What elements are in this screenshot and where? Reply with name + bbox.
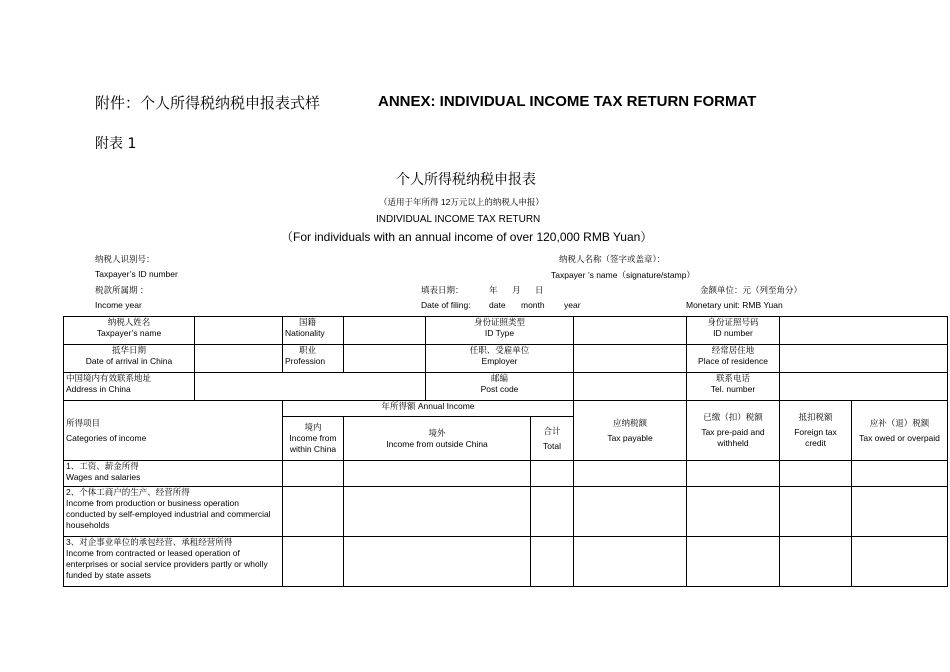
monetary-unit-cn: 金额单位：元（列至角分） xyxy=(700,285,803,295)
employer-field[interactable] xyxy=(574,345,687,373)
annual-income-header: 年所得额 Annual Income xyxy=(283,401,574,417)
cell-outside[interactable] xyxy=(344,461,531,487)
category-business: 2、个体工商户的生产、经营所得 Income from production or business operation conducted by self-employed industrial and commercial households xyxy=(64,487,283,537)
tel-field[interactable] xyxy=(780,373,948,401)
cell-total[interactable] xyxy=(531,537,574,587)
outside-china-header: 境外 Income from outside China xyxy=(344,417,531,461)
cell-prepaid[interactable] xyxy=(687,487,780,537)
taxpayer-id-label-cn: 纳税人识别号： xyxy=(95,254,155,264)
address-field[interactable] xyxy=(195,373,426,401)
table-row xyxy=(64,487,948,537)
filing-date-en: date xyxy=(489,300,506,310)
cell-credit[interactable] xyxy=(780,487,852,537)
schedule-label: 附表 1 xyxy=(95,136,137,152)
filing-date-label-cn: 填表日期： xyxy=(421,285,464,295)
cell-prepaid[interactable] xyxy=(687,537,780,587)
taxpayer-id-label-en: Taxpayer’s ID number xyxy=(95,269,178,279)
cell-owed[interactable] xyxy=(852,537,948,587)
profession-field[interactable] xyxy=(344,345,426,373)
postcode-label: 邮编 Post code xyxy=(426,373,574,401)
id-number-label: 身份证照号码 ID number xyxy=(687,317,780,345)
taxpayer-name-label: 纳税人姓名 Taxpayer’s name xyxy=(64,317,195,345)
id-type-label: 身份证照类型 ID Type xyxy=(426,317,574,345)
nationality-label: 国籍 Nationality xyxy=(283,317,344,345)
form-subtitle-en: （For individuals with an annual income of over 120,000 RMB Yuan） xyxy=(281,230,653,244)
filing-month-cn: 月 xyxy=(512,285,521,295)
cell-owed[interactable] xyxy=(852,461,948,487)
form-title-en: INDIVIDUAL INCOME TAX RETURN xyxy=(376,214,541,225)
arrival-date-field[interactable] xyxy=(195,345,283,373)
residence-field[interactable] xyxy=(780,345,948,373)
filing-month-en: month xyxy=(521,300,545,310)
income-period-label-en: Income year xyxy=(95,300,142,310)
postcode-field[interactable] xyxy=(574,373,687,401)
cell-prepaid[interactable] xyxy=(687,461,780,487)
cell-credit[interactable] xyxy=(780,537,852,587)
category-header: 所得项目 Categories of income xyxy=(64,401,283,461)
category-wages: 1、工资、薪金所得 Wages and salaries xyxy=(64,461,283,487)
table-row xyxy=(64,461,948,487)
tax-prepaid-header: 已缴（扣）税额 Tax pre-paid and withheld xyxy=(687,401,780,461)
foreign-credit-header: 抵扣税额 Foreign tax credit xyxy=(780,401,852,461)
filing-day-cn: 日 xyxy=(535,285,544,295)
cell-owed[interactable] xyxy=(852,487,948,537)
cell-payable[interactable] xyxy=(574,487,687,537)
taxpayer-name-field[interactable] xyxy=(195,317,283,345)
cell-total[interactable] xyxy=(531,461,574,487)
cell-total[interactable] xyxy=(531,487,574,537)
filing-year-cn: 年 xyxy=(489,285,498,295)
tax-return-table xyxy=(63,316,948,587)
form-title-cn: 个人所得税纳税申报表 xyxy=(396,172,536,188)
cell-outside[interactable] xyxy=(344,537,531,587)
employer-label: 任职、受雇单位 Employer xyxy=(426,345,574,373)
form-subtitle-cn: （适用于年所得 12万元以上的纳税人申报） xyxy=(379,197,544,207)
address-label: 中国境内有效联系地址 Address in China xyxy=(64,373,195,401)
annex-title-cn: 附件：个人所得税纳税申报表式样 xyxy=(95,94,321,112)
total-header: 合计 Total xyxy=(531,417,574,461)
income-period-label-cn: 税款所属期 ： xyxy=(95,285,149,295)
table-row xyxy=(64,537,948,587)
cell-outside[interactable] xyxy=(344,487,531,537)
cell-payable[interactable] xyxy=(574,537,687,587)
filing-date-label-en: Date of filing: xyxy=(421,300,471,310)
cell-within[interactable] xyxy=(283,487,344,537)
id-number-field[interactable] xyxy=(780,317,948,345)
cell-within[interactable] xyxy=(283,537,344,587)
tax-payable-header: 应纳税额 Tax payable xyxy=(574,401,687,461)
filing-year-en: year xyxy=(564,300,581,310)
annex-title-en: ANNEX: INDIVIDUAL INCOME TAX RETURN FORMAT xyxy=(378,93,757,110)
tax-owed-header: 应补（退）税额 Tax owed or overpaid xyxy=(852,401,948,461)
category-contracted: 3、对企事业单位的承包经营、承租经营所得 Income from contracted or leased operation of enterprises or social service providers partly or wholly funded by state assets xyxy=(64,537,283,587)
cell-credit[interactable] xyxy=(780,461,852,487)
arrival-date-label: 抵华日期 Date of arrival in China xyxy=(64,345,195,373)
taxpayer-name-label-en: Taxpayer ’s name（signature/stamp） xyxy=(551,270,695,280)
tel-label: 联系电话 Tel. number xyxy=(687,373,780,401)
within-china-header: 境内 Income from within China xyxy=(283,417,344,461)
cell-payable[interactable] xyxy=(574,461,687,487)
profession-label: 职业 Profession xyxy=(283,345,344,373)
nationality-field[interactable] xyxy=(344,317,426,345)
taxpayer-name-label-cn: 纳税人名称（签字或盖章）： xyxy=(559,254,666,264)
residence-label: 经常居住地 Place of residence xyxy=(687,345,780,373)
id-type-field[interactable] xyxy=(574,317,687,345)
monetary-unit-en: Monetary unit: RMB Yuan xyxy=(686,300,783,310)
cell-within[interactable] xyxy=(283,461,344,487)
